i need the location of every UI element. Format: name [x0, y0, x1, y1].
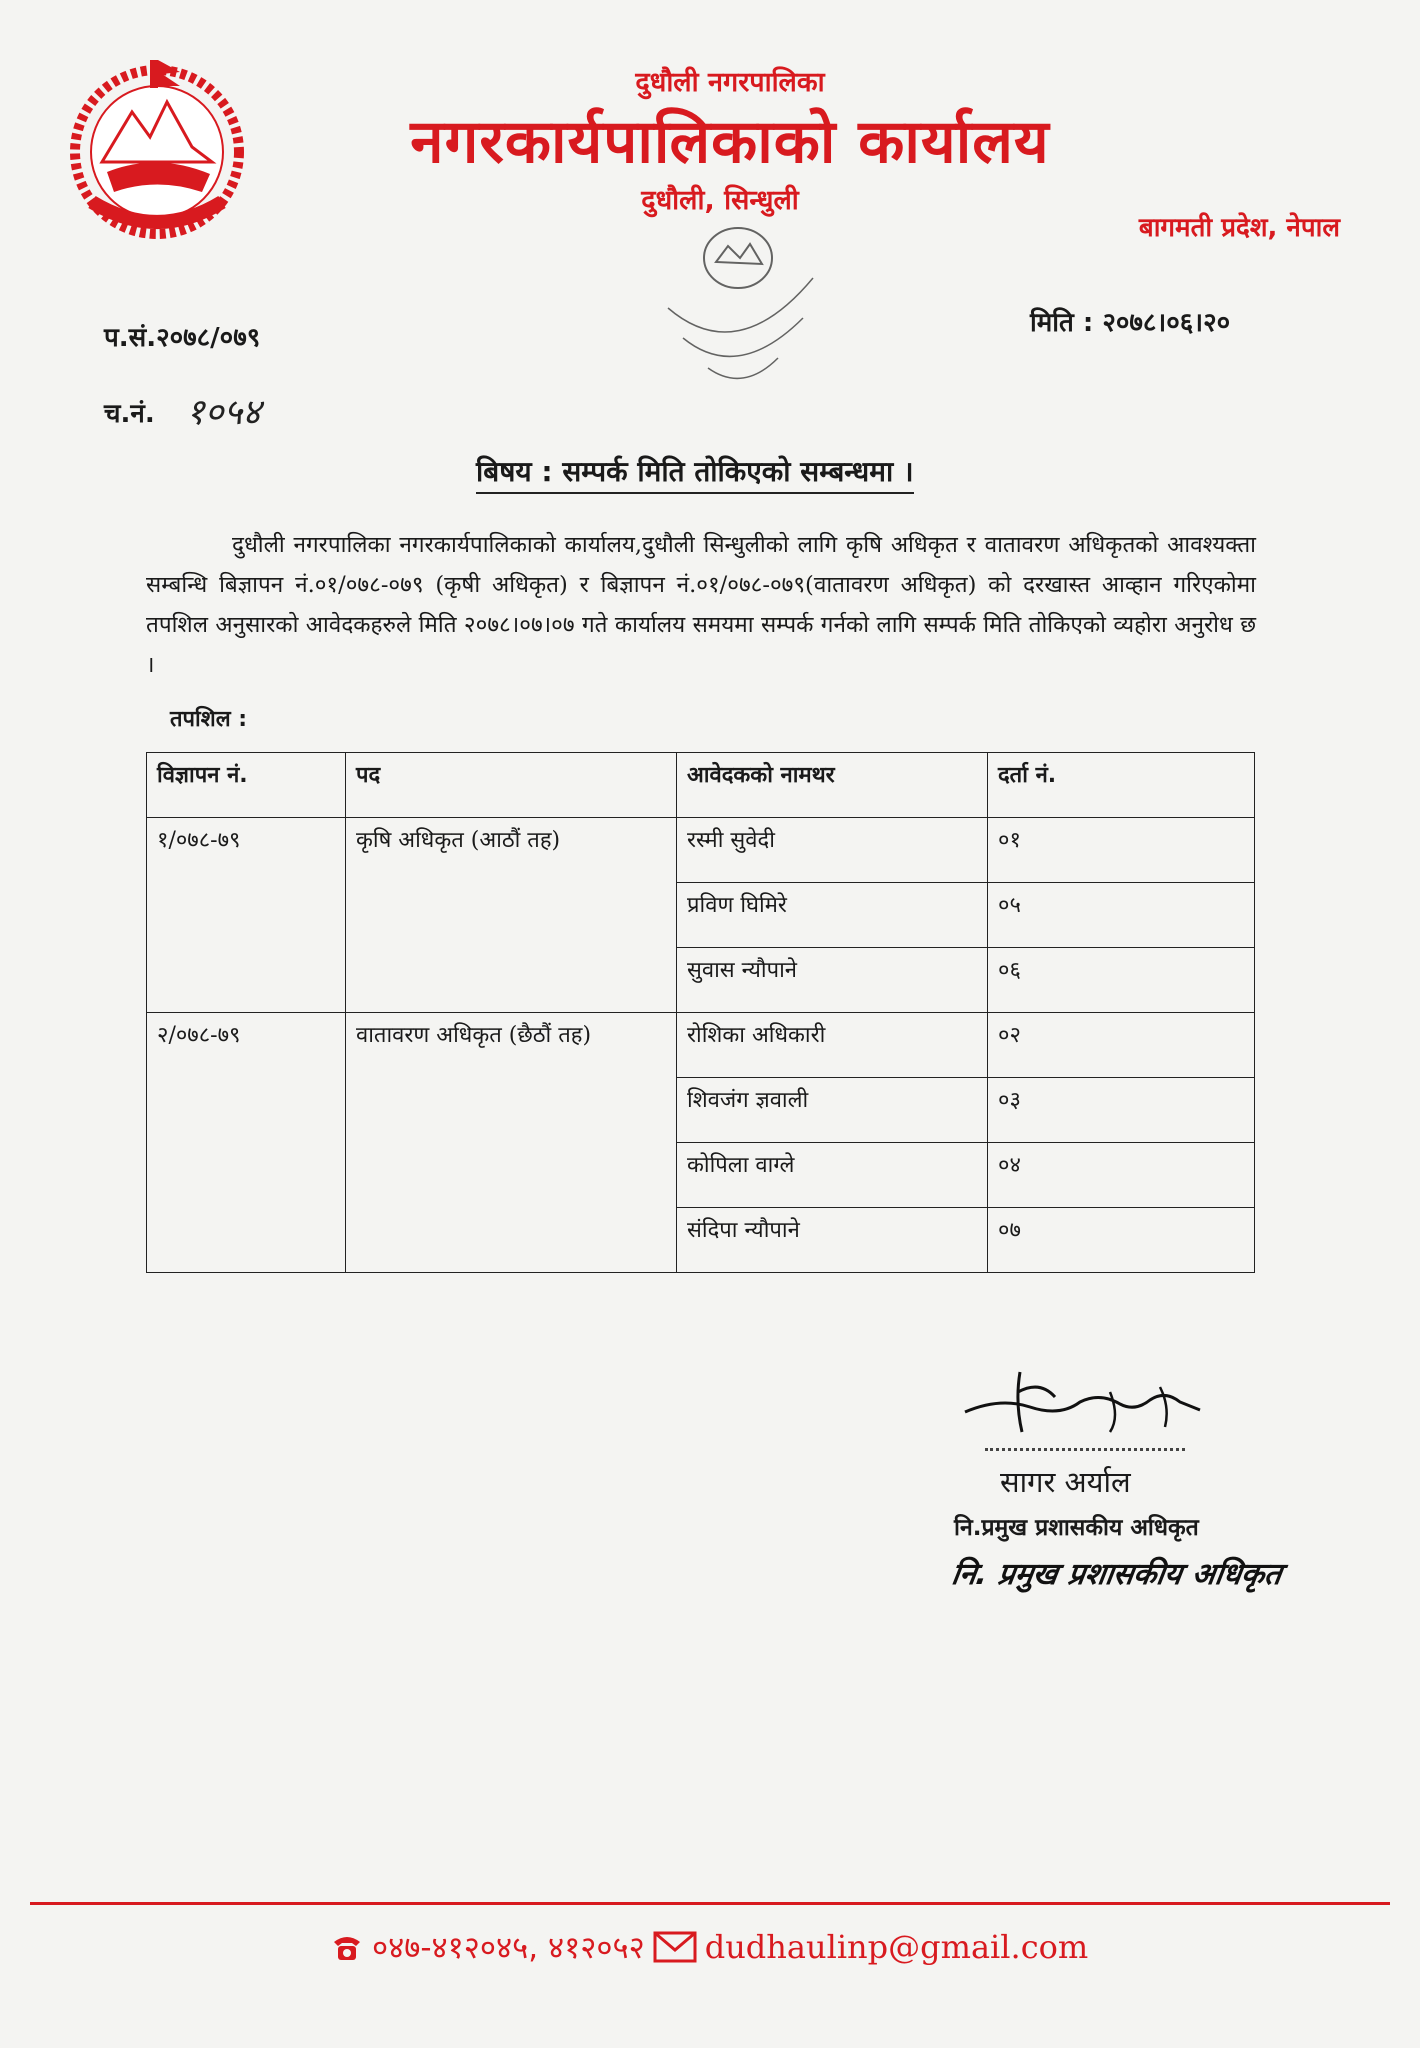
header-applicant-name: आवेदकको नामथर	[677, 753, 988, 818]
signatory-title: नि.प्रमुख प्रशासकीय अधिकृत	[954, 1515, 1199, 1541]
signatory-name: सागर अर्याल	[1000, 1465, 1131, 1499]
header-registration-number: दर्ता नं.	[988, 753, 1255, 818]
post-cell: कृषि अधिकृत (आठौं तह)	[346, 818, 677, 1013]
dispatch-number-label: च.नं.	[104, 399, 155, 429]
applicant-name-cell: रोशिका अधिकारी	[677, 1013, 988, 1078]
letter-body: दुधौली नगरपालिका नगरकार्यपालिकाको कार्यालय,दुधौली सिन्धुलीको लागि कृषि अधिकृत र वातावरण अधिकृतको आवश्यक्ता सम्बन्धि बिज्ञापन नं.०१/०७८-०७९ (कृषी अधिकृत) र बिज्ञापन नं.०१/०७८-०७९(वातावरण अधिकृत) को दरखास्त आव्हान गरिएकोमा तपशिल अनुसारको आवेदकहरुले मिति २०७८।०७।०७ गते कार्यालय समयमा सम्पर्क गर्नको लागि सम्पर्क मिति तोकिएको व्यहोरा अनुरोध छ ।	[146, 532, 1256, 678]
table-row	[147, 1013, 1255, 1078]
registration-number-cell: ०२	[988, 1013, 1255, 1078]
applicants-table	[146, 752, 1255, 1273]
applicant-name-cell: शिवजंग ज्ञवाली	[677, 1078, 988, 1143]
table-row	[147, 818, 1255, 883]
office-name: नगरकार्यपालिकाको कार्यालय	[410, 107, 1050, 177]
province-name: बागमती प्रदेश, नेपाल	[1138, 213, 1340, 243]
letter-date: मिति : २०७८।०६।२०	[1030, 308, 1231, 338]
reference-number: प.सं.२०७८/०७९	[104, 323, 261, 353]
mail-icon	[653, 1930, 697, 1964]
ad-number-cell: १/०७८-७९	[147, 818, 346, 1013]
municipality-name: दुधौली नगरपालिका	[635, 67, 825, 98]
details-label: तपशिल :	[170, 707, 248, 732]
applicant-name-cell: रस्मी सुवेदी	[677, 818, 988, 883]
header-post: पद	[346, 753, 677, 818]
registration-number-cell: ०७	[988, 1208, 1255, 1273]
footer-contact	[330, 1923, 1150, 1971]
applicant-name-cell: सुवास न्यौपाने	[677, 948, 988, 1013]
footer-phone: ०४७-४१२०४५, ४१२०५२	[372, 1930, 645, 1966]
office-location: दुधौली, सिन्धुली	[641, 185, 799, 216]
registration-number-cell: ०१	[988, 818, 1255, 883]
header-ad-number: विज्ञापन नं.	[147, 753, 346, 818]
applicant-name-cell: कोपिला वाग्ले	[677, 1143, 988, 1208]
registration-number-cell: ०४	[988, 1143, 1255, 1208]
dispatch-number-value: १०५४	[186, 392, 261, 433]
phone-icon	[330, 1930, 364, 1964]
footer-email: dudhaulinp@gmail.com	[704, 1928, 1089, 1966]
applicant-name-cell: प्रविण घिमिरे	[677, 883, 988, 948]
table-header-row	[147, 753, 1255, 818]
handwritten-signature	[960, 1362, 1210, 1452]
registration-number-cell: ०६	[988, 948, 1255, 1013]
nepal-emblem-icon	[62, 52, 252, 242]
registration-number-cell: ०५	[988, 883, 1255, 948]
registration-number-cell: ०३	[988, 1078, 1255, 1143]
applicant-name-cell: संदिपा न्यौपाने	[677, 1208, 988, 1273]
signature-line	[985, 1448, 1185, 1451]
ad-number-cell: २/०७८-७९	[147, 1013, 346, 1273]
footer-divider	[30, 1902, 1390, 1905]
signatory-stamp: नि. प्रमुख प्रशासकीय अधिकृत	[949, 1557, 1284, 1592]
office-stamp-icon	[628, 218, 848, 398]
letter-subject: बिषय : सम्पर्क मिति तोकिएको सम्बन्धमा ।	[476, 452, 914, 494]
post-cell: वातावरण अधिकृत (छैठौं तह)	[346, 1013, 677, 1273]
